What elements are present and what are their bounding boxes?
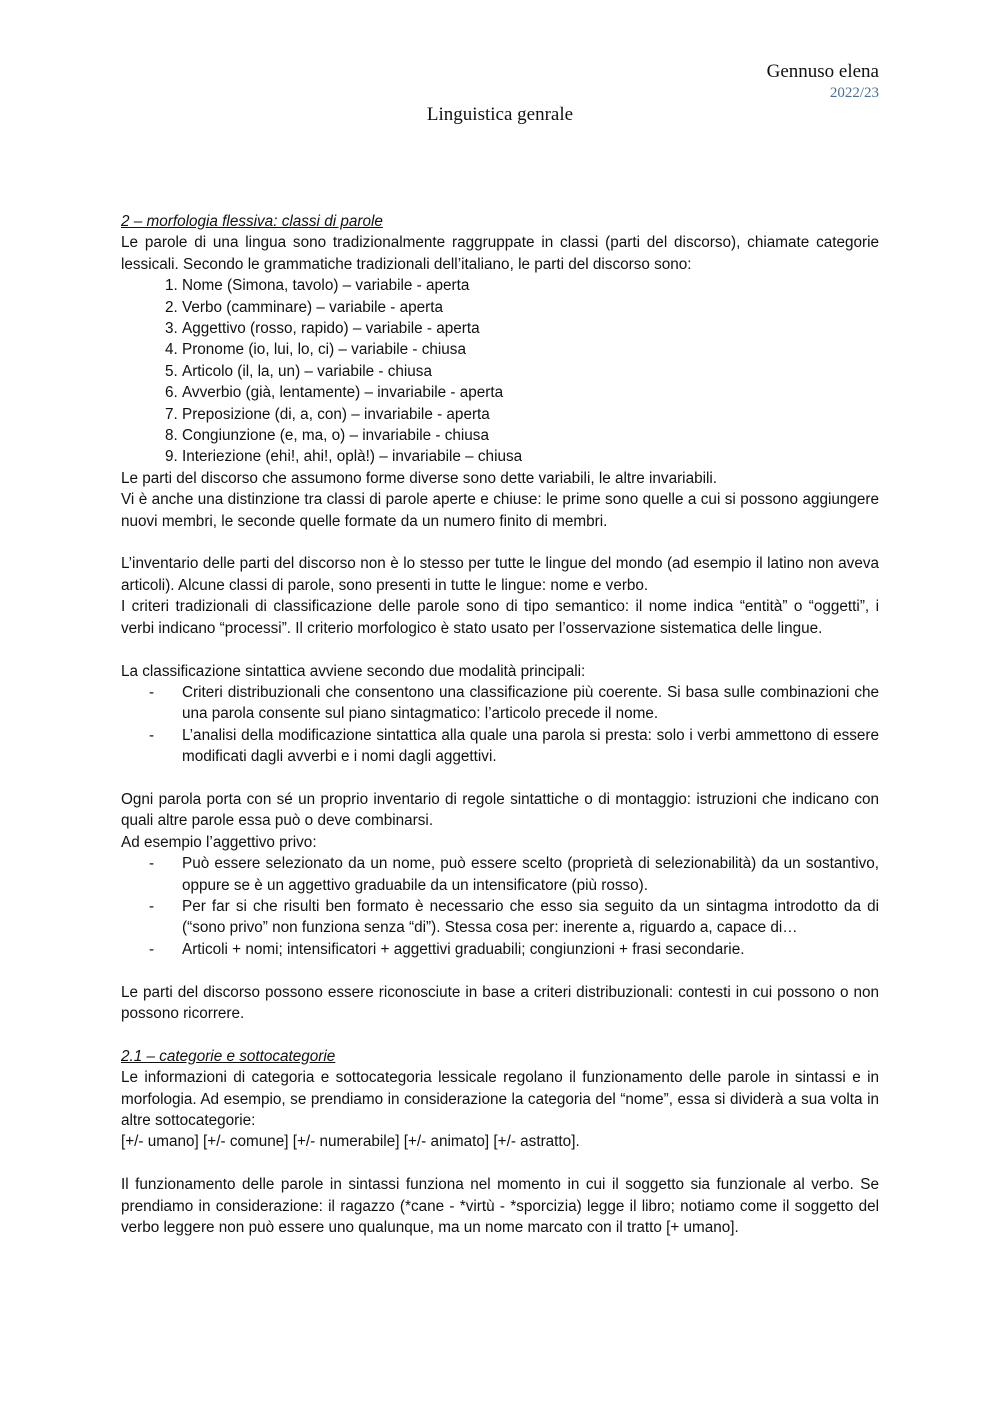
paragraph: Il funzionamento delle parole in sintassi funziona nel momento in cui il soggetto sia funzionale al verbo. Se prendiamo in considerazione: il ragazzo (*cane - *virtù - *sporcizia) legge il libro; notiamo come il soggetto del verbo leggere non può essere uno qualunque, ma un nome marcato con il tratto [+ umano]. [121,1176,879,1236]
section-heading: 2.1 – categorie e sottocategorie [121,1047,336,1065]
list-item: 7. Preposizione (di, a, con) – invariabile - aperta [182,404,879,425]
paragraph: La classificazione sintattica avviene secondo due modalità principali: [121,662,586,680]
paragraph: Le informazioni di categoria e sottocategoria lessicale regolano il funzionamento delle parole in sintassi e in morfologia. Ad esempio, se prendiamo in considerazione la categoria del “nome”, essa si dividerà a sua volta in altre sottocategorie: [121,1069,879,1129]
paragraph: Vi è anche una distinzione tra classi di parole aperte e chiuse: le prime sono quelle a cui si possono aggiungere nuovi membri, le seconde quelle formate da un numero finito di membri. [121,491,879,530]
paragraph: I criteri tradizionali di classificazione delle parole sono di tipo semantico: il nome indica “entità” o “oggetti”, i verbi indicano “processi”. Il criterio morfologico è stato usato per l’osservazione sistematica delle lingue. [121,598,879,637]
list-item: - Articoli + nomi; intensificatori + aggettivi graduabili; congiunzioni + frasi secondarie. [182,939,879,960]
list-item: - Può essere selezionato da un nome, può essere scelto (proprietà di selezionabilità) da un sostantivo, oppure se è un aggettivo graduabile da un intensificatore (più rosso). [182,853,879,896]
syntactic-criteria-list [121,682,879,768]
paragraph: Ad esempio l’aggettivo privo: [121,833,317,851]
list-item: 5. Articolo (il, la, un) – variabile - chiusa [182,361,879,382]
list-item: 4. Pronome (io, lui, lo, ci) – variabile - chiusa [182,339,879,360]
author-name: Gennuso elena [766,61,879,82]
document-body [121,211,879,1238]
list-item: 9. Interiezione (ehi!, ahi!, oplà!) – invariabile – chiusa [182,446,879,467]
list-item: - Criteri distribuzionali che consentono una classificazione più coerente. Si basa sulle combinazioni che una parola consente sul piano sintagmatico: l’articolo precede il nome. [182,682,879,725]
list-item: - Per far si che risulti ben formato è necessario che esso sia seguito da un sintagma introdotto da di (“sono privo” non funziona senza “di”). Stessa cosa per: inerente a, riguardo a, capace di… [182,896,879,939]
list-item: 8. Congiunzione (e, ma, o) – invariabile - chiusa [182,425,879,446]
paragraph: L’inventario delle parti del discorso non è lo stesso per tutte le lingue del mondo (ad esempio il latino non aveva articoli). Alcune classi di parole, sono presenti in tutte le lingue: nome e verbo. [121,555,879,594]
academic-year: 2022/23 [829,85,879,101]
parts-of-speech-list [121,275,879,468]
list-item: 6. Avverbio (già, lentamente) – invariabile - aperta [182,382,879,403]
section-heading: 2 – morfologia flessiva: classi di parole [121,213,383,230]
feature-list: [+/- umano] [+/- comune] [+/- numerabile] [+/- animato] [+/- astratto]. [121,1133,580,1151]
paragraph: Ogni parola porta con sé un proprio inventario di regole sintattiche o di montaggio: istruzioni che indicano con quali altre parole essa può o deve combinarsi. [121,790,879,830]
list-item: 2. Verbo (camminare) – variabile - aperta [182,297,879,318]
document-title: Linguistica genrale [426,104,574,125]
privo-list [121,853,879,960]
list-item: 3. Aggettivo (rosso, rapido) – variabile - aperta [182,318,879,339]
list-item: - L’analisi della modificazione sintattica alla quale una parola si presta: solo i verbi ammettono di essere modificati dagli avverbi e i nomi dagli aggettivi. [182,725,879,768]
paragraph: Le parole di una lingua sono tradizionalmente raggruppate in classi (parti del discorso), chiamate categorie lessicali. Secondo le grammatiche tradizionali dell’italiano, le parti del discorso sono: [121,234,879,273]
paragraph: Le parti del discorso che assumono forme diverse sono dette variabili, le altre invariabili. [121,469,718,487]
paragraph: Le parti del discorso possono essere riconosciute in base a criteri distribuzionali: contesti in cui possono o non possono ricorrere. [121,983,879,1022]
list-item: 1. Nome (Simona, tavolo) – variabile - aperta [182,275,879,296]
